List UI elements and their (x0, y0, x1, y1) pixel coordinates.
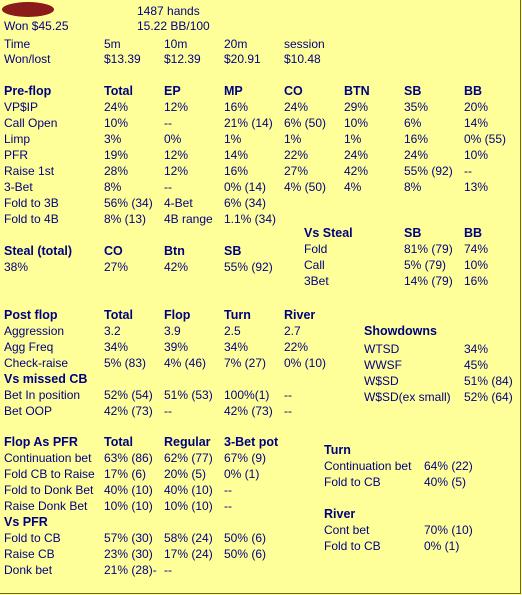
preflop-cell: 35% (404, 100, 429, 114)
flop-pfr-cell: -- (224, 499, 232, 513)
preflop-cell: 12% (164, 164, 189, 178)
fold3b-total: 56% (34) (104, 196, 153, 210)
turn-row-label: Continuation bet (324, 459, 412, 473)
postflop-header: Total (104, 308, 133, 322)
vs-steal-bb-cell: 10% (464, 258, 489, 272)
missed-cb-row-label: Bet OOP (4, 404, 53, 418)
showdown-row-label: WWSF (364, 358, 402, 372)
missed-cb-cell: 42% (73) (104, 404, 153, 418)
postflop-cell: 3.9 (164, 324, 181, 338)
preflop-cell: 21% (14) (224, 116, 273, 130)
postflop-cell: 5% (83) (104, 356, 147, 370)
flop-pfr-cell: 10% (10) (164, 499, 213, 513)
preflop-cell: 55% (92) (404, 164, 453, 178)
missed-cb-cell: 52% (54) (104, 388, 153, 402)
preflop-cell: -- (464, 164, 472, 178)
wonlost-10m: $12.39 (164, 52, 201, 66)
postflop-cell: 4% (46) (164, 356, 207, 370)
steal-co-header: CO (104, 244, 123, 258)
postflop-cell: 2.7 (284, 324, 301, 338)
vs-pfr-cell: 17% (24) (164, 547, 213, 561)
preflop-cell: 4% (50) (284, 180, 327, 194)
vs-steal-row-label: 3Bet (304, 274, 329, 288)
flop-pfr-header: Total (104, 435, 133, 449)
preflop-header: BTN (344, 84, 370, 98)
vs-steal-sb-cell: 81% (79) (404, 242, 453, 256)
steal-sb-value: 55% (92) (224, 260, 273, 274)
showdown-row-label: W$SD(ex small) (364, 390, 451, 404)
preflop-header: Total (104, 84, 133, 98)
wonlost-20m: $20.91 (224, 52, 261, 66)
preflop-row-label: Limp (4, 132, 31, 146)
postflop-header: Flop (164, 308, 191, 322)
postflop-cell: 22% (284, 340, 309, 354)
steal-co-value: 27% (104, 260, 129, 274)
river-title: River (324, 507, 356, 521)
preflop-cell: 20% (464, 100, 489, 114)
showdown-value: 51% (84) (464, 374, 513, 388)
preflop-cell: 16% (404, 132, 429, 146)
steal-btn-value: 42% (164, 260, 189, 274)
preflop-cell: 14% (224, 148, 249, 162)
postflop-row-label: Aggression (4, 324, 65, 338)
preflop-cell: 29% (344, 100, 369, 114)
vs-pfr-cell: 50% (6) (224, 531, 267, 545)
missed-cb-cell: -- (284, 404, 292, 418)
vs-pfr-row-label: Raise CB (4, 547, 55, 561)
preflop-cell: 1% (224, 132, 242, 146)
fold3b-label: Fold to 3B (4, 196, 59, 210)
postflop-cell: 2.5 (224, 324, 241, 338)
vs-pfr-cell: 58% (24) (164, 531, 213, 545)
vs-steal-bb-header: BB (464, 226, 483, 240)
vs-steal-row-label: Fold (304, 242, 328, 256)
flop-pfr-cell: 67% (9) (224, 451, 267, 465)
preflop-cell: 1% (284, 132, 302, 146)
range-label: 4B range (164, 212, 213, 226)
flop-pfr-row-label: Fold to Donk Bet (4, 483, 94, 497)
postflop-cell: 34% (224, 340, 249, 354)
vs-pfr-row-label: Donk bet (4, 563, 53, 577)
river-value: 0% (1) (424, 539, 460, 553)
vs-steal-sb-cell: 5% (79) (404, 258, 447, 272)
postflop-header: Turn (224, 308, 251, 322)
preflop-header: SB (404, 84, 422, 98)
preflop-cell: 4% (344, 180, 362, 194)
flop-pfr-row-label: Fold CB to Raise (4, 467, 95, 481)
fold4b-total: 8% (13) (104, 212, 147, 226)
preflop-header: MP (224, 84, 243, 98)
missed-cb-cell: -- (164, 404, 172, 418)
river-value: 70% (10) (424, 523, 473, 537)
missed-cb-cell: 42% (73) (224, 404, 273, 418)
vs-pfr-cell: 23% (30) (104, 547, 153, 561)
redacted-player-name (2, 2, 54, 17)
postflop-cell: 3.2 (104, 324, 121, 338)
flop-pfr-cell: 40% (10) (164, 483, 213, 497)
flop-pfr-cell: 40% (10) (104, 483, 153, 497)
steal-title: Steal (total) (4, 244, 73, 258)
preflop-cell: 12% (164, 100, 189, 114)
vs-steal-bb-cell: 16% (464, 274, 489, 288)
preflop-cell: 0% (164, 132, 182, 146)
showdowns-title: Showdowns (364, 324, 437, 338)
preflop-cell: 0% (55) (464, 132, 507, 146)
preflop-cell: 16% (224, 164, 249, 178)
preflop-cell: 0% (14) (224, 180, 267, 194)
preflop-cell: 24% (284, 100, 309, 114)
preflop-cell: 19% (104, 148, 129, 162)
turn-title: Turn (324, 443, 351, 457)
showdown-value: 45% (464, 358, 489, 372)
flop-pfr-cell: 62% (77) (164, 451, 213, 465)
steal-total: 38% (4, 260, 29, 274)
preflop-cell: 8% (104, 180, 122, 194)
postflop-header: River (284, 308, 316, 322)
missed-cb-row-label: Bet In position (4, 388, 81, 402)
showdown-row-label: WTSD (364, 342, 400, 356)
preflop-header: CO (284, 84, 303, 98)
vs-pfr-cell: 21% (28)- (104, 563, 157, 577)
fold4b-label: Fold to 4B (4, 212, 59, 226)
postflop-row-label: Agg Freq (4, 340, 54, 354)
preflop-title: Pre-flop (4, 84, 52, 98)
vs-pfr-cell: -- (164, 563, 172, 577)
missed-cb-cell: 51% (53) (164, 388, 213, 402)
preflop-cell: 6% (50) (284, 116, 327, 130)
preflop-cell: 12% (164, 148, 189, 162)
bb-per-100: 15.22 BB/100 (137, 19, 210, 33)
showdown-row-label: W$SD (364, 374, 399, 388)
vs-steal-row-label: Call (304, 258, 325, 272)
vs-steal-title: Vs Steal (304, 226, 353, 240)
wonlost-5m: $13.39 (104, 52, 141, 66)
wonlost-session: $10.48 (284, 52, 321, 66)
fourbet-value: 6% (34) (224, 196, 267, 210)
postflop-cell: 0% (10) (284, 356, 327, 370)
flop-pfr-cell: 20% (5) (164, 467, 207, 481)
preflop-cell: -- (164, 116, 172, 130)
preflop-cell: 27% (284, 164, 309, 178)
time-label: Time (4, 37, 31, 51)
vs-steal-sb-header: SB (404, 226, 422, 240)
preflop-cell: 10% (344, 116, 369, 130)
postflop-title: Post flop (4, 308, 58, 322)
vs-pfr-row-label: Fold to CB (4, 531, 61, 545)
turn-value: 40% (5) (424, 475, 467, 489)
flop-pfr-row-label: Raise Donk Bet (4, 499, 88, 513)
preflop-row-label: Call Open (4, 116, 58, 130)
preflop-cell: 14% (464, 116, 489, 130)
hands-count: 1487 hands (137, 4, 200, 18)
turn-row-label: Fold to CB (324, 475, 381, 489)
preflop-cell: 10% (464, 148, 489, 162)
missed-cb-title: Vs missed CB (4, 372, 88, 386)
preflop-cell: 28% (104, 164, 129, 178)
preflop-cell: 3% (104, 132, 122, 146)
col-20m: 20m (224, 37, 248, 51)
postflop-row-label: Check-raise (4, 356, 69, 370)
preflop-cell: 1% (344, 132, 362, 146)
preflop-header: BB (464, 84, 483, 98)
missed-cb-cell: 100%(1) (224, 388, 270, 402)
range-value: 1.1% (34) (224, 212, 277, 226)
steal-sb-header: SB (224, 244, 242, 258)
col-10m: 10m (164, 37, 188, 51)
flop-pfr-cell: 63% (86) (104, 451, 153, 465)
preflop-row-label: PFR (4, 148, 28, 162)
fourbet-label: 4-Bet (164, 196, 193, 210)
flop-pfr-header: Regular (164, 435, 211, 449)
flop-pfr-header: 3-Bet pot (224, 435, 279, 449)
preflop-cell: 24% (344, 148, 369, 162)
won-amount: Won $45.25 (4, 19, 69, 33)
flop-pfr-cell: 0% (1) (224, 467, 260, 481)
steal-btn-header: Btn (164, 244, 185, 258)
missed-cb-cell: -- (284, 388, 292, 402)
showdown-value: 52% (64) (464, 390, 513, 404)
flop-pfr-cell: -- (224, 483, 232, 497)
preflop-cell: -- (164, 180, 172, 194)
postflop-cell: 34% (104, 340, 129, 354)
vs-steal-sb-cell: 14% (79) (404, 274, 453, 288)
preflop-header: EP (164, 84, 181, 98)
turn-value: 64% (22) (424, 459, 473, 473)
col-session: session (284, 37, 325, 51)
preflop-cell: 13% (464, 180, 489, 194)
vs-pfr-cell: 57% (30) (104, 531, 153, 545)
preflop-cell: 8% (404, 180, 422, 194)
col-5m: 5m (104, 37, 121, 51)
postflop-cell: 39% (164, 340, 189, 354)
wonlost-label: Won/lost (4, 52, 51, 66)
preflop-cell: 10% (104, 116, 129, 130)
flop-pfr-cell: 10% (10) (104, 499, 153, 513)
preflop-row-label: Raise 1st (4, 164, 55, 178)
flop-pfr-title: Flop As PFR (4, 435, 78, 449)
preflop-cell: 6% (404, 116, 422, 130)
preflop-cell: 16% (224, 100, 249, 114)
preflop-row-label: VP$IP (4, 100, 39, 114)
vs-pfr-cell: 50% (6) (224, 547, 267, 561)
preflop-row-label: 3-Bet (4, 180, 33, 194)
preflop-cell: 24% (104, 100, 129, 114)
flop-pfr-row-label: Continuation bet (4, 451, 92, 465)
vs-steal-bb-cell: 74% (464, 242, 489, 256)
flop-pfr-cell: 17% (6) (104, 467, 147, 481)
preflop-cell: 24% (404, 148, 429, 162)
river-row-label: Cont bet (324, 523, 370, 537)
preflop-cell: 22% (284, 148, 309, 162)
showdown-value: 34% (464, 342, 489, 356)
postflop-cell: 7% (27) (224, 356, 267, 370)
river-row-label: Fold to CB (324, 539, 381, 553)
preflop-cell: 42% (344, 164, 369, 178)
vs-pfr-title: Vs PFR (4, 515, 48, 529)
